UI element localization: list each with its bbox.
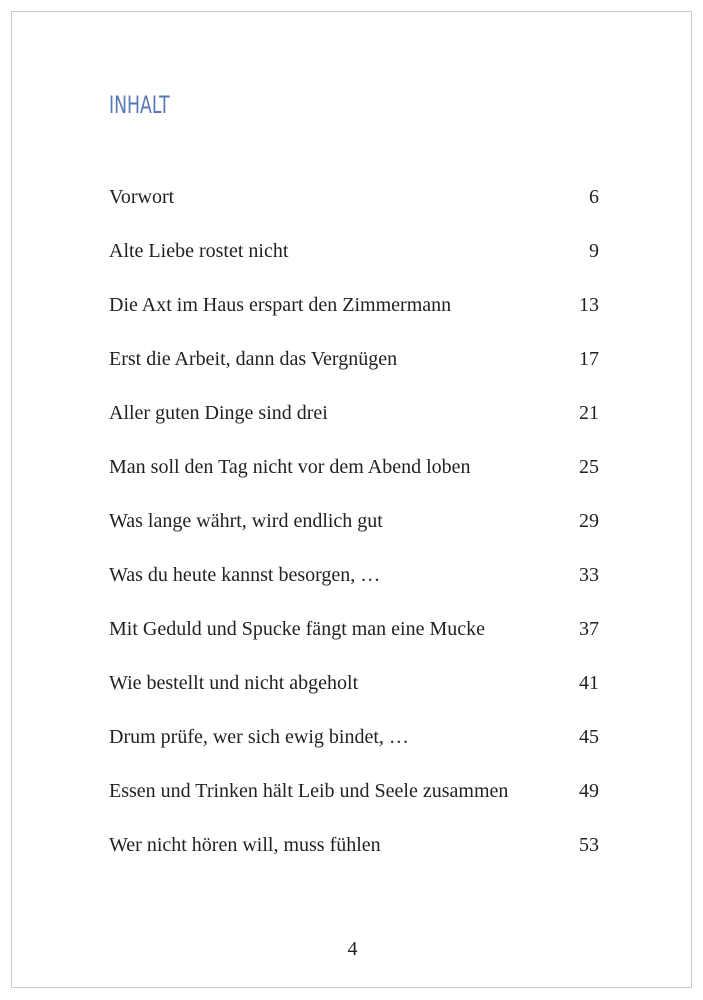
toc-entry-page: 13 (579, 294, 599, 316)
toc-entry (109, 772, 599, 826)
toc-entry-title: Vorwort (109, 186, 175, 208)
toc-entry-page: 21 (579, 402, 599, 424)
toc-entry-page: 37 (579, 618, 599, 640)
toc-entry (109, 556, 599, 610)
toc-heading: INHALT (109, 91, 170, 119)
toc-entry (109, 448, 599, 502)
toc-entry-page: 53 (579, 834, 599, 856)
toc-entry-page: 41 (579, 672, 599, 694)
toc-entry-title: Wie bestellt und nicht abgeholt (109, 672, 359, 694)
toc-entry-title: Erst die Arbeit, dann das Vergnügen (109, 348, 398, 370)
toc-entry-title: Mit Geduld und Spucke fängt man eine Mucke (109, 618, 486, 640)
toc-entry-title: Was du heute kannst besorgen, … (109, 564, 381, 586)
toc-entry (109, 178, 599, 232)
toc-entry-title: Essen und Trinken hält Leib und Seele zusammen (109, 780, 509, 802)
page-number: 4 (347, 938, 358, 960)
toc-entry-page: 17 (579, 348, 599, 370)
toc-entry (109, 232, 599, 286)
toc-entry-page: 6 (589, 186, 599, 208)
toc-entry-page: 25 (579, 456, 599, 478)
toc-entry (109, 286, 599, 340)
toc-entry-title: Aller guten Dinge sind drei (109, 402, 328, 424)
table-of-contents (109, 178, 599, 880)
toc-entry (109, 340, 599, 394)
toc-entry-page: 49 (579, 780, 599, 802)
toc-entry (109, 718, 599, 772)
toc-entry-page: 9 (589, 240, 599, 262)
toc-entry (109, 502, 599, 556)
toc-entry (109, 610, 599, 664)
toc-entry-title: Die Axt im Haus erspart den Zimmermann (109, 294, 452, 316)
toc-entry-title: Man soll den Tag nicht vor dem Abend loben (109, 456, 471, 478)
book-page (11, 11, 692, 988)
toc-entry-page: 33 (579, 564, 599, 586)
toc-entry (109, 394, 599, 448)
toc-entry (109, 826, 599, 880)
toc-entry-title: Alte Liebe rostet nicht (109, 240, 289, 262)
toc-entry-page: 29 (579, 510, 599, 532)
toc-entry-title: Was lange währt, wird endlich gut (109, 510, 383, 532)
toc-entry-title: Wer nicht hören will, muss fühlen (109, 834, 381, 856)
toc-entry-title: Drum prüfe, wer sich ewig bindet, … (109, 726, 409, 748)
toc-entry (109, 664, 599, 718)
toc-entry-page: 45 (579, 726, 599, 748)
